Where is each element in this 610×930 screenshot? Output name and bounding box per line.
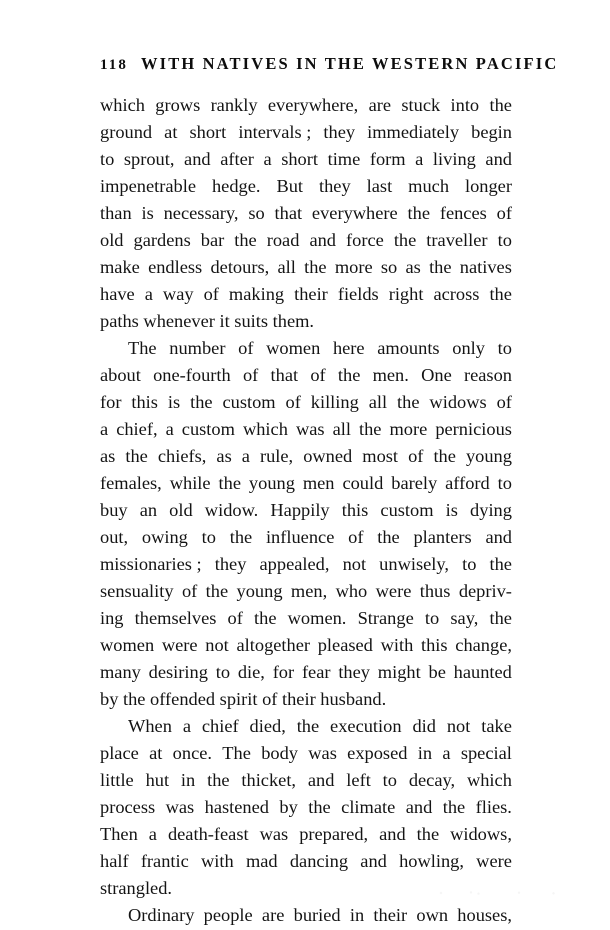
text-block <box>100 92 512 929</box>
word: depriv- <box>458 581 512 601</box>
word: the <box>359 419 382 439</box>
word: a <box>241 446 250 466</box>
word: time <box>327 149 361 169</box>
word: to <box>215 662 231 682</box>
word: were <box>375 581 412 601</box>
word: all <box>332 419 351 439</box>
word: they <box>319 176 351 196</box>
word: a <box>165 419 174 439</box>
word: custom <box>181 419 235 439</box>
word: of <box>181 581 198 601</box>
word: One <box>421 365 452 385</box>
word: are <box>368 95 392 115</box>
word: planters <box>413 527 472 547</box>
word: the <box>489 95 512 115</box>
word: women <box>266 338 321 358</box>
word: were <box>476 851 512 871</box>
word: after <box>220 149 254 169</box>
word: so <box>248 203 265 223</box>
text-line <box>100 497 512 524</box>
word: detours, <box>210 257 270 277</box>
word: young <box>236 581 283 601</box>
word: custom <box>222 392 276 412</box>
word: to <box>497 230 512 250</box>
word: this <box>131 392 158 412</box>
word: widows <box>429 392 487 412</box>
word: with <box>201 851 234 871</box>
word: which <box>242 419 288 439</box>
word: who <box>335 581 368 601</box>
word: fields <box>337 284 379 304</box>
word: young <box>248 473 295 493</box>
word: ground <box>100 122 153 142</box>
text-line <box>100 740 512 767</box>
word: in <box>349 905 365 925</box>
word: the <box>205 581 229 601</box>
word: they <box>323 122 356 142</box>
word: bar <box>200 230 225 250</box>
word: missionaries ; <box>100 554 202 574</box>
word: females, <box>100 473 162 493</box>
word: take <box>481 716 512 736</box>
word: many <box>100 662 141 682</box>
word: natives <box>459 257 512 277</box>
word: not <box>446 716 471 736</box>
word: prepared, <box>299 824 369 844</box>
word: a <box>148 824 157 844</box>
word: not <box>342 554 367 574</box>
word: this <box>421 635 448 655</box>
word: impenetrable <box>100 176 196 196</box>
text-line <box>100 173 512 200</box>
word: Strange <box>357 608 414 628</box>
word: the <box>190 392 213 412</box>
word: hut <box>145 770 170 790</box>
word: the <box>416 824 440 844</box>
word: across <box>433 284 480 304</box>
word: could <box>342 473 384 493</box>
word: of <box>348 527 364 547</box>
word: everywhere, <box>267 95 359 115</box>
word: number <box>169 338 226 358</box>
word: paths whenever it suits them. <box>100 311 315 331</box>
word: The <box>222 743 251 763</box>
word: that <box>270 365 299 385</box>
word: than <box>100 203 132 223</box>
text-line <box>100 92 512 119</box>
word: of <box>238 338 254 358</box>
word: to <box>424 608 440 628</box>
word: of <box>496 203 512 223</box>
word: grows <box>155 95 201 115</box>
word: of <box>310 365 326 385</box>
word: in <box>180 770 196 790</box>
word: flies. <box>475 797 512 817</box>
word: the <box>337 365 361 385</box>
word: more <box>389 419 428 439</box>
word: most <box>362 446 399 466</box>
word: by the offended spirit of their husband. <box>100 689 387 709</box>
word: right <box>388 284 424 304</box>
word: so <box>380 257 398 277</box>
word: women. <box>287 608 347 628</box>
word: the <box>125 446 148 466</box>
word: endless <box>148 257 203 277</box>
word: and <box>405 797 433 817</box>
word: here <box>332 338 365 358</box>
text-line <box>100 200 512 227</box>
word: and <box>485 149 512 169</box>
word: of <box>203 284 219 304</box>
word: and <box>309 230 336 250</box>
word: pleased <box>317 635 373 655</box>
word: men, <box>290 581 328 601</box>
word: one-fourth <box>153 365 231 385</box>
word: special <box>460 743 512 763</box>
word: the <box>296 716 320 736</box>
word: was <box>165 797 195 817</box>
word: fences <box>439 203 487 223</box>
word: killing <box>310 392 359 412</box>
word: that <box>274 203 303 223</box>
word: the <box>397 392 420 412</box>
word: desiring <box>148 662 208 682</box>
word: was <box>308 743 337 763</box>
word: change, <box>455 635 512 655</box>
word: Happily <box>270 500 330 520</box>
word: women <box>100 635 155 655</box>
word: the <box>429 257 452 277</box>
word: custom <box>380 500 434 520</box>
word: all <box>368 392 388 412</box>
word: did <box>412 716 436 736</box>
word: left <box>346 770 371 790</box>
word: hedge. <box>211 176 261 196</box>
word: frantic <box>140 851 189 871</box>
word: the <box>489 284 512 304</box>
text-line <box>100 524 512 551</box>
text-line <box>100 146 512 173</box>
word: much <box>408 176 450 196</box>
text-line <box>100 416 512 443</box>
word: the <box>407 203 430 223</box>
word: the <box>234 230 257 250</box>
word: immediately <box>367 122 460 142</box>
word: amounts <box>377 338 440 358</box>
page-folio-number: 118 <box>100 57 128 73</box>
word: the <box>489 554 512 574</box>
word: by <box>279 797 298 817</box>
word: at <box>164 122 178 142</box>
word: not <box>205 635 229 655</box>
text-line <box>100 254 512 281</box>
word: is <box>167 392 181 412</box>
text-line <box>100 308 512 335</box>
word: make <box>100 257 140 277</box>
word: an <box>139 500 158 520</box>
word: which <box>466 770 512 790</box>
word: buried <box>293 905 341 925</box>
text-line <box>100 227 512 254</box>
word: the <box>254 608 277 628</box>
word: people <box>203 905 253 925</box>
word: making <box>228 284 285 304</box>
word: old <box>169 500 193 520</box>
word: as <box>100 446 116 466</box>
word: last <box>366 176 393 196</box>
word: force <box>346 230 384 250</box>
word: barely <box>391 473 438 493</box>
word: longer <box>464 176 512 196</box>
word: and <box>360 851 387 871</box>
word: only <box>452 338 485 358</box>
text-line <box>100 902 512 929</box>
word: is <box>445 500 458 520</box>
running-head-title: WITH NATIVES IN THE WESTERN PACIFIC <box>140 54 559 73</box>
word: as <box>405 257 421 277</box>
word: fear <box>301 662 331 682</box>
word: place <box>100 743 139 763</box>
word: little <box>100 770 134 790</box>
paragraph-4 <box>100 902 512 929</box>
text-line <box>100 875 512 902</box>
word: of <box>242 365 259 385</box>
word: owned <box>303 446 353 466</box>
text-line <box>100 632 512 659</box>
word: the <box>218 473 241 493</box>
text-line <box>100 470 512 497</box>
word: for <box>272 662 295 682</box>
word: were <box>161 635 198 655</box>
word: to <box>382 770 397 790</box>
word: mad <box>245 851 278 871</box>
word: is <box>141 203 154 223</box>
word: to <box>100 149 115 169</box>
text-line <box>100 362 512 389</box>
word: thicket, <box>241 770 297 790</box>
word: die, <box>237 662 265 682</box>
word: climate <box>341 797 396 817</box>
running-head <box>100 54 559 78</box>
word: When <box>128 716 172 736</box>
word: intervals ; <box>238 122 312 142</box>
word: to <box>201 527 216 547</box>
word: which <box>100 95 145 115</box>
word: the <box>442 797 466 817</box>
word: men <box>302 473 335 493</box>
word: ing <box>100 608 124 628</box>
word: short <box>281 149 318 169</box>
scan-artifact-speckle <box>432 890 582 896</box>
word: everywhere <box>311 203 398 223</box>
word: hastened <box>204 797 269 817</box>
word: Then <box>100 824 138 844</box>
word: into <box>450 95 480 115</box>
word: a <box>442 743 451 763</box>
word: about <box>100 365 141 385</box>
word: of <box>285 392 301 412</box>
word: widow. <box>204 500 259 520</box>
word: a <box>100 419 109 439</box>
word: But <box>276 176 304 196</box>
word: say, <box>450 608 479 628</box>
text-line <box>100 848 512 875</box>
word: rule, <box>259 446 294 466</box>
text-line <box>100 578 512 605</box>
word: a <box>144 284 153 304</box>
paragraph-3 <box>100 713 512 902</box>
word: more <box>334 257 373 277</box>
word: a <box>263 149 272 169</box>
word: traveller <box>426 230 488 250</box>
word: was <box>295 419 325 439</box>
word: houses, <box>457 905 512 925</box>
word: stuck <box>401 95 441 115</box>
word: exposed <box>347 743 408 763</box>
word: they <box>214 554 247 574</box>
word: young <box>465 446 512 466</box>
word: the <box>304 257 327 277</box>
word: once. <box>172 743 212 763</box>
word: chiefs, <box>157 446 207 466</box>
text-line <box>100 686 512 713</box>
word: half <box>100 851 129 871</box>
word: death-feast <box>167 824 249 844</box>
word: Ordinary <box>128 905 195 925</box>
word: way <box>162 284 194 304</box>
word: thus <box>419 581 451 601</box>
paragraph-2 <box>100 335 512 713</box>
word: body <box>261 743 298 763</box>
word: buy <box>100 500 128 520</box>
word: are <box>261 905 285 925</box>
word: process <box>100 797 156 817</box>
word: their <box>373 905 408 925</box>
word: and <box>184 149 211 169</box>
text-line <box>100 443 512 470</box>
word: was <box>259 824 289 844</box>
word: widows, <box>450 824 512 844</box>
word: own <box>416 905 449 925</box>
word: and <box>307 770 335 790</box>
word: out, <box>100 527 129 547</box>
paragraph-1 <box>100 92 512 335</box>
word: the <box>207 770 230 790</box>
text-line <box>100 821 512 848</box>
word: the <box>433 446 456 466</box>
word: with <box>380 635 414 655</box>
word: and <box>485 527 512 547</box>
word: form <box>369 149 406 169</box>
word: a <box>415 149 424 169</box>
word: short <box>189 122 227 142</box>
word: owing <box>141 527 188 547</box>
word: as <box>216 446 232 466</box>
text-line <box>100 335 512 362</box>
word: road <box>266 230 300 250</box>
word: altogether <box>236 635 311 655</box>
word: gardens <box>133 230 191 250</box>
word: of <box>227 608 243 628</box>
word: influence <box>265 527 335 547</box>
text-line <box>100 767 512 794</box>
word: dancing <box>289 851 349 871</box>
word: sprout, <box>123 149 175 169</box>
text-line <box>100 551 512 578</box>
text-line <box>100 713 512 740</box>
word: in <box>417 743 433 763</box>
word: howling, <box>399 851 464 871</box>
word: sensuality <box>100 581 174 601</box>
word: the <box>377 527 400 547</box>
text-line <box>100 389 512 416</box>
word: to <box>497 473 512 493</box>
word: at <box>149 743 163 763</box>
word: they <box>338 662 370 682</box>
word: of <box>408 446 424 466</box>
text-line <box>100 281 512 308</box>
word: reason <box>463 365 512 385</box>
word: unwisely, <box>379 554 449 574</box>
word: the <box>393 230 417 250</box>
word: the <box>489 608 512 628</box>
word: to <box>462 554 477 574</box>
word: might <box>377 662 421 682</box>
word: decay, <box>408 770 456 790</box>
text-line <box>100 605 512 632</box>
word: and <box>379 824 406 844</box>
word: of <box>496 392 512 412</box>
word: execution <box>330 716 402 736</box>
word: have <box>100 284 135 304</box>
word: haunted <box>453 662 512 682</box>
word: a <box>182 716 191 736</box>
text-line <box>100 794 512 821</box>
word: all <box>277 257 296 277</box>
word: strangled. <box>100 878 173 898</box>
word: chief, <box>116 419 158 439</box>
word: pernicious <box>435 419 512 439</box>
word: chief <box>201 716 239 736</box>
word: for <box>100 392 122 412</box>
word: their <box>294 284 328 304</box>
word: this <box>341 500 369 520</box>
word: begin <box>471 122 512 142</box>
text-line <box>100 659 512 686</box>
text-line <box>100 119 512 146</box>
word: The <box>128 338 157 358</box>
word: the <box>229 527 253 547</box>
word: old <box>100 230 124 250</box>
word: be <box>428 662 446 682</box>
word: while <box>169 473 211 493</box>
word: living <box>432 149 476 169</box>
word: to <box>497 338 512 358</box>
word: afford <box>445 473 490 493</box>
word: dying <box>470 500 512 520</box>
word: men. <box>372 365 409 385</box>
word: necessary, <box>163 203 239 223</box>
word: themselves <box>134 608 217 628</box>
word: died, <box>249 716 286 736</box>
word: the <box>308 797 331 817</box>
word: appealed, <box>259 554 330 574</box>
word: rankly <box>210 95 258 115</box>
